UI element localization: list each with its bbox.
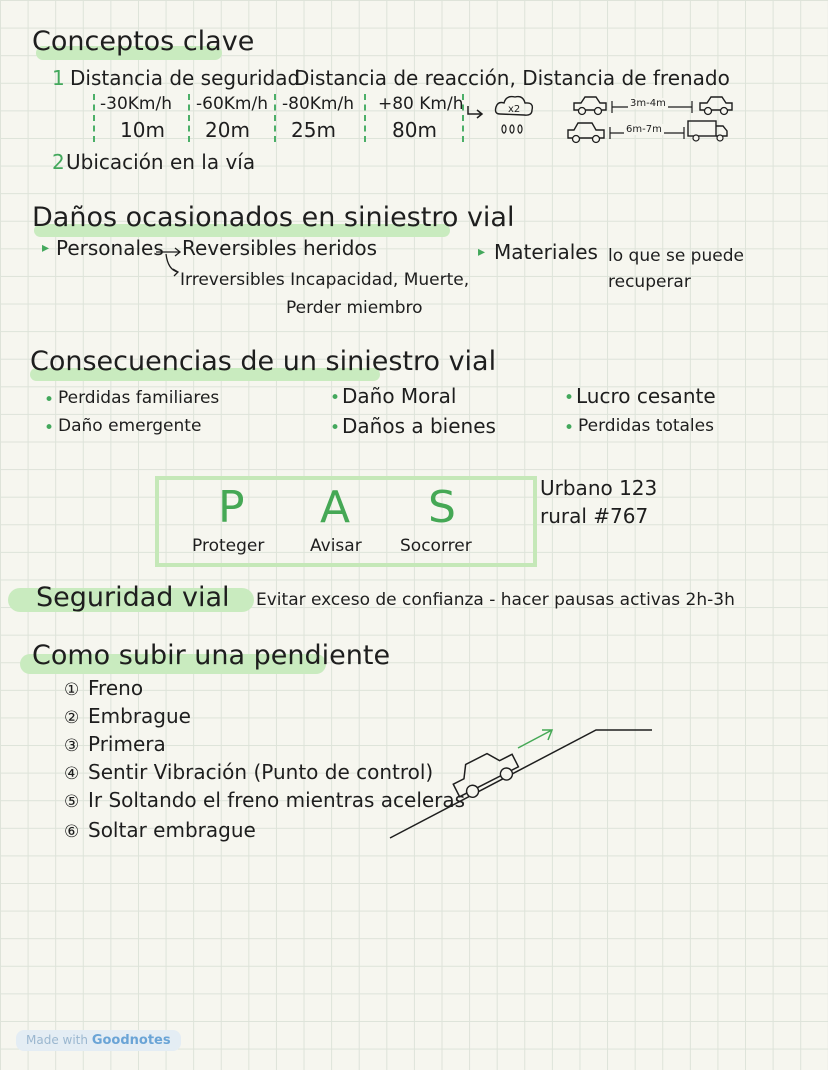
car-icon <box>698 94 734 116</box>
gap-label: 3m-4m <box>630 98 666 109</box>
item-text: Distancia de seguridad <box>70 66 301 90</box>
cloud-label: x2 <box>508 104 521 115</box>
reversibles-label: Reversibles heridos <box>182 236 378 260</box>
section-title-seguridad: Seguridad vial <box>36 582 230 613</box>
step-text: Soltar embrague <box>88 818 256 842</box>
phone-urbano: Urbano 123 <box>540 476 658 500</box>
bullet-dot: • <box>564 418 575 438</box>
arrow-icon <box>466 102 486 122</box>
pas-letter-a: A <box>320 482 351 533</box>
pas-word: Socorrer <box>400 536 472 556</box>
pas-word: Proteger <box>192 536 265 556</box>
item-number: 2 <box>52 150 65 174</box>
column-divider <box>364 94 366 142</box>
step-number-icon: ⑥ <box>64 822 80 842</box>
bullet-triangle-icon: ▸ <box>478 244 486 260</box>
seguridad-text: Evitar exceso de confianza - hacer pausas activas 2h-3h <box>256 590 735 610</box>
truck-icon <box>686 118 730 142</box>
distance-label: 80m <box>392 118 437 142</box>
section-title-consecuencias: Consecuencias de un siniestro vial <box>30 346 497 377</box>
car-icon <box>572 94 608 116</box>
car-icon <box>566 120 606 144</box>
step-text: Primera <box>88 732 166 756</box>
bullet-dot: • <box>564 388 575 408</box>
step-text: Ir Soltando el freno mientras aceleras <box>88 788 466 812</box>
list-item: Daños a bienes <box>342 414 496 438</box>
column-divider <box>274 94 276 142</box>
bullet-dot: • <box>330 388 341 408</box>
bullet-dot: • <box>330 418 341 438</box>
step-number-icon: ① <box>64 680 80 700</box>
badge-brand: Goodnotes <box>91 1033 171 1048</box>
list-item: Lucro cesante <box>576 384 716 408</box>
section-title-danos: Daños ocasionados en siniestro vial <box>32 202 515 233</box>
step-number-icon: ② <box>64 708 80 728</box>
badge-made-with: Made with <box>26 1033 88 1047</box>
bullet-dot: • <box>44 418 55 438</box>
materiales-label: Materiales <box>494 240 598 264</box>
distance-label: 25m <box>291 118 336 142</box>
column-divider <box>188 94 190 142</box>
gap-label: 6m-7m <box>626 124 662 135</box>
step-number-icon: ③ <box>64 736 80 756</box>
speed-label: -30Km/h <box>100 94 172 114</box>
step-text: Sentir Vibración (Punto de control) <box>88 760 434 784</box>
distance-label: 20m <box>205 118 250 142</box>
step-number-icon: ④ <box>64 764 80 784</box>
uphill-car-drawing <box>388 724 658 844</box>
personales-label: Personales <box>56 236 164 260</box>
speed-label: -60Km/h <box>196 94 268 114</box>
pas-letter-s: S <box>428 482 456 533</box>
step-text: Freno <box>88 676 144 700</box>
speed-label: +80 Km/h <box>378 94 464 114</box>
step-number-icon: ⑤ <box>64 792 80 812</box>
materiales-desc: lo que se puede <box>608 246 744 266</box>
pas-word: Avisar <box>310 536 362 556</box>
materiales-desc-2: recuperar <box>608 272 691 292</box>
bullet-dot: • <box>44 390 55 410</box>
column-divider <box>93 94 95 142</box>
list-item: Perdidas familiares <box>58 388 220 408</box>
list-item: Daño Moral <box>342 384 457 408</box>
goodnotes-badge <box>16 1030 181 1051</box>
bullet-triangle-icon: ▸ <box>42 240 50 256</box>
irreversibles-label-2: Perder miembro <box>286 298 423 318</box>
irreversibles-label: Irreversibles Incapacidad, Muerte, <box>180 270 470 290</box>
list-item: Perdidas totales <box>578 416 714 436</box>
item-text: Distancia de reacción, Distancia de frenado <box>294 66 730 90</box>
section-title-conceptos: Conceptos clave <box>32 26 255 57</box>
section-title-pendiente: Como subir una pendiente <box>32 640 391 671</box>
phone-rural: rural #767 <box>540 504 649 528</box>
distance-label: 10m <box>120 118 165 142</box>
list-item: Daño emergente <box>58 416 202 436</box>
pas-letter-p: P <box>218 482 245 533</box>
speed-label: -80Km/h <box>282 94 354 114</box>
rain-cloud-icon <box>492 92 538 138</box>
item-text: Ubicación en la vía <box>66 150 256 174</box>
item-number: 1 <box>52 66 65 90</box>
step-text: Embrague <box>88 704 191 728</box>
